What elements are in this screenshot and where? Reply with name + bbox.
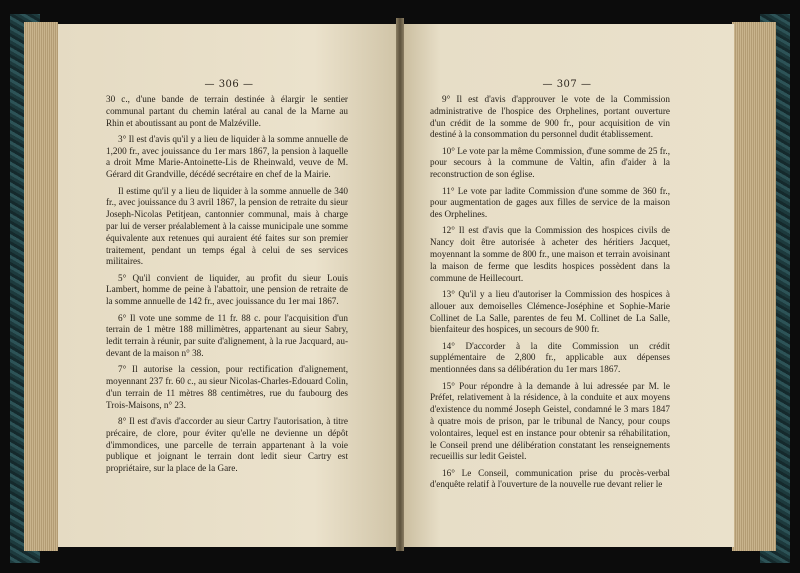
paragraph: 11° Le vote par ladite Commission d'une somme de 360 fr., pour augmentation de gages aux filles de service de la maison des Orphelines.	[430, 185, 670, 220]
left-page	[58, 24, 400, 547]
right-page-text	[430, 94, 670, 496]
right-page	[400, 24, 734, 547]
paragraph: 9° Il est d'avis d'approuver le vote de la Commission administrative de l'hospice des Orphelines, portant ouverture d'un crédit de la somme de 900 fr., pour acquisition de vin destiné à la consommation du personnel dudit établissement.	[430, 94, 670, 140]
paragraph: 14° D'accorder à la dite Commission un crédit supplémentaire de 2,800 fr., applicable aux dépenses mentionnées dans sa délibération du 1er mars 1867.	[430, 340, 670, 375]
left-page-number: — 306 —	[204, 79, 254, 90]
paragraph: 16° Le Conseil, communication prise du procès-verbal d'enquête relatif à l'ouverture de la nouvelle rue devant relier le	[430, 467, 670, 490]
paragraph: 6° Il vote une somme de 11 fr. 88 c. pour l'acquisition d'un terrain de 1 mètre 188 millimètres, appartenant au sieur Sabry, ledit terrain à réunir, par suite d'alignement, à la rue Jacquard, au-devant de la maison n° 38.	[106, 312, 348, 358]
left-page-text	[106, 94, 348, 479]
book-gutter	[396, 18, 404, 551]
paragraph: 10° Le vote par la même Commission, d'une somme de 25 fr., pour secours à la commune de Valtin, afin d'aider à la reconstruction de son église.	[430, 145, 670, 180]
paragraph: 8° Il est d'avis d'accorder au sieur Cartry l'autorisation, à titre précaire, de clore, pour éviter qu'elle ne devienne un dépôt d'immondices, une parcelle de terrain appartenant à la voie publique et joignant le terrain dont ledit sieur Cartry est propriétaire, sur la place de la Gare.	[106, 415, 348, 474]
page-edges-left	[24, 22, 58, 551]
paragraph: 12° Il est d'avis que la Commission des hospices civils de Nancy doit être autorisée à acheter des héritiers Jacquet, moyennant la somme de 800 fr., une maison et terrain avoisinant la maison de ferme que lesdits hospices possèdent dans la commune de Heillecourt.	[430, 225, 670, 283]
paragraph: 3° Il est d'avis qu'il y a lieu de liquider à la somme annuelle de 1,200 fr., avec jouissance du 1er mars 1867, la pension à laquelle a droit Mme Marie-Antoinette-Lis de Rheinwald, veuve de M. Gérard dit Grandville, décédé secrétaire en chef de la Mairie.	[106, 133, 348, 180]
paragraph: Il estime qu'il y a lieu de liquider à la somme annuelle de 340 fr., avec jouissance du 3 avril 1867, la pension de retraite du sieur Joseph-Nicolas Petitjean, cantonnier communal, mais à charge par lui de verser préalablement à la caisse municipale une somme équivalente aux retenues qui auraient été faites sur son premier traitement, pendant un temps égal à celui de ses services militaires.	[106, 185, 348, 267]
paragraph: 5° Qu'il convient de liquider, au profit du sieur Louis Lambert, homme de peine à l'abattoir, une pension de retraite de la somme annuelle de 142 fr., avec jouissance du 1er mai 1867.	[106, 272, 348, 307]
paragraph: 13° Qu'il y a lieu d'autoriser la Commission des hospices à allouer aux demoiselles Clémence-Joséphine et Sophie-Marie Collinet de La Salle, parentes de feu M. Collinet de La Salle, bienfaiteur des hospices, un secours de 900 fr.	[430, 288, 670, 335]
paragraph: 7° Il autorise la cession, pour rectification d'alignement, moyennant 237 fr. 60 c., au sieur Nicolas-Charles-Edouard Colin, d'un terrain de 11 mètres 88 centimètres, rue du faubourg des Trois-Maisons, n° 23.	[106, 364, 348, 410]
paragraph: 15° Pour répondre à la demande à lui adressée par M. le Préfet, relativement à la résidence, à la conduite et aux moyens d'existence du nommé Joseph Geistel, condamné le 3 mars 1847 à quatre mois de prison, par le tribunal de Nancy, pour coups volontaires, lequel est en instance pour obtenir sa réhabilitation, le Conseil prend une délibération constatant les renseignements recueillis sur ledit Geistel.	[430, 380, 670, 462]
page-edges-right	[732, 22, 776, 551]
paragraph: 30 c., d'une bande de terrain destinée à élargir le sentier communal partant du chemin latéral au canal de la Marne au Rhin et aboutissant au pont de Malzéville.	[106, 94, 348, 128]
right-page-number: — 307 —	[542, 79, 592, 90]
